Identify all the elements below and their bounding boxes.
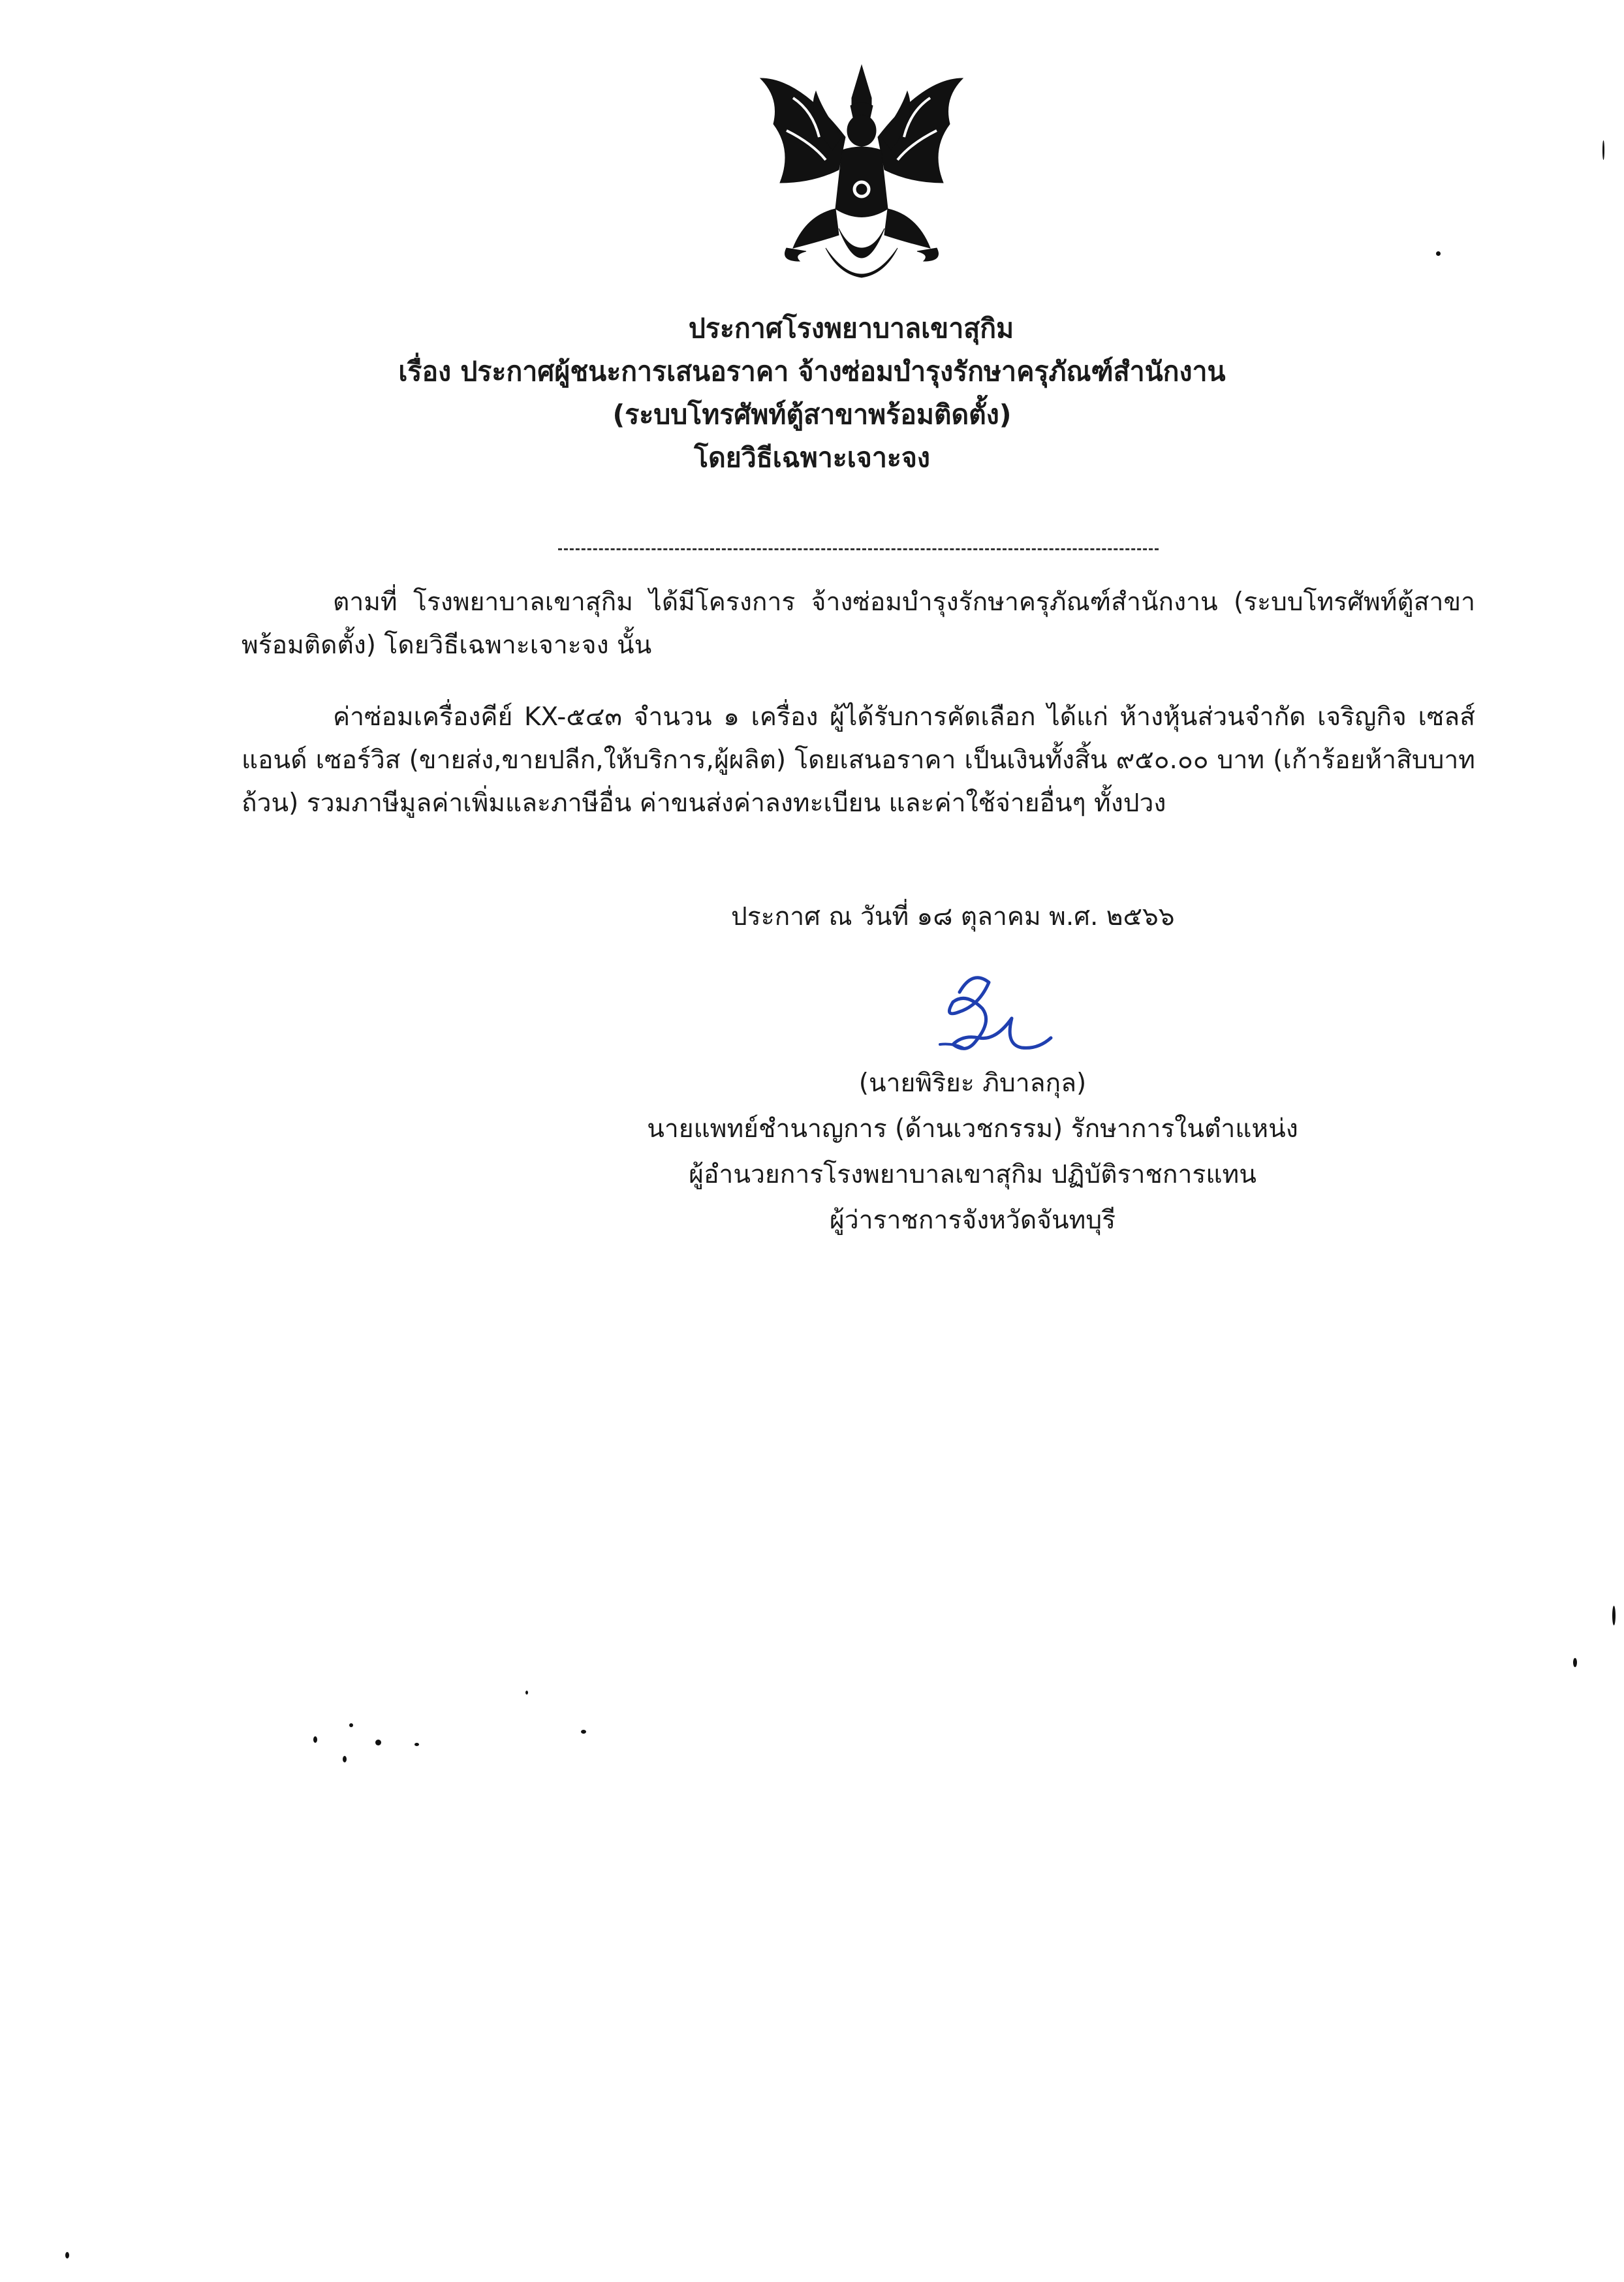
body-paragraph-1	[242, 581, 1475, 667]
announcement-method: โดยวิธีเฉพาะเจาะจง	[694, 442, 930, 473]
scan-speck	[313, 1736, 317, 1743]
scan-speck	[343, 1756, 347, 1762]
garuda-emblem-icon	[754, 52, 969, 300]
scan-speck	[65, 2252, 69, 2259]
announcement-date: ประกาศ ณ วันที่ ๑๘ ตุลาคม พ.ศ. ๒๕๖๖	[731, 902, 1175, 931]
scan-speck	[349, 1723, 353, 1727]
announcement-subject-detail: (ระบบโทรศัพท์ตู้สาขาพร้อมติดตั้ง)	[612, 399, 1012, 430]
scan-speck	[1612, 1606, 1616, 1625]
announcement-subject: เรื่อง ประกาศผู้ชนะการเสนอราคา จ้างซ่อมบำรุงรักษาครุภัณฑ์สำนักงาน	[398, 356, 1226, 387]
scan-speck	[581, 1730, 586, 1734]
paragraph-1-text: ตามที่ โรงพยาบาลเขาสุกิม ได้มีโครงการ จ้างซ่อมบำรุงรักษาครุภัณฑ์สำนักงาน (ระบบโทรศัพท์ตู้สาขาพร้อมติดตั้ง) โดยวิธีเฉพาะเจาะจง นั้น	[242, 587, 1475, 660]
signature-block	[601, 1061, 1345, 1243]
signer-name: (นายพิริยะ ภิบาลกุล)	[858, 1069, 1087, 1098]
announcement-header	[0, 307, 1624, 479]
announcement-title: ประกาศโรงพยาบาลเขาสุกิม	[688, 313, 1014, 344]
scan-speck	[1573, 1658, 1577, 1667]
body-paragraph-2	[242, 696, 1475, 825]
signer-position-2: ผู้อำนวยการโรงพยาบาลเขาสุกิม ปฏิบัติราชการแทน	[689, 1160, 1257, 1189]
scan-speck	[1436, 251, 1441, 256]
header-divider	[558, 548, 1159, 550]
signer-position-3: ผู้ว่าราชการจังหวัดจันทบุรี	[829, 1206, 1116, 1235]
scan-speck	[525, 1691, 528, 1695]
scan-speck	[414, 1743, 419, 1746]
scan-speck	[1602, 140, 1604, 160]
handwritten-signature	[914, 966, 1064, 1071]
scan-speck	[375, 1740, 381, 1745]
paragraph-2-text: ค่าซ่อมเครื่องคีย์ KX-๕๔๓ จำนวน ๑ เครื่อง ผู้ได้รับการคัดเลือก ได้แก่ ห้างหุ้นส่วนจำกัด เจริญกิจ เซลส์ แอนด์ เซอร์วิส (ขายส่ง,ขายปลีก,ให้บริการ,ผู้ผลิต) โดยเสนอราคา เป็นเงินทั้งสิ้น ๙๕๐.๐๐ บาท (เก้าร้อยห้าสิบบาทถ้วน) รวมภาษีมูลค่าเพิ่มและภาษีอื่น ค่าขนส่งค่าลงทะเบียน และค่าใช้จ่ายอื่นๆ ทั้งปวง	[242, 702, 1475, 818]
signer-position-1: นายแพทย์ชำนาญการ (ด้านเวชกรรม) รักษาการในตำแหน่ง	[647, 1114, 1298, 1144]
